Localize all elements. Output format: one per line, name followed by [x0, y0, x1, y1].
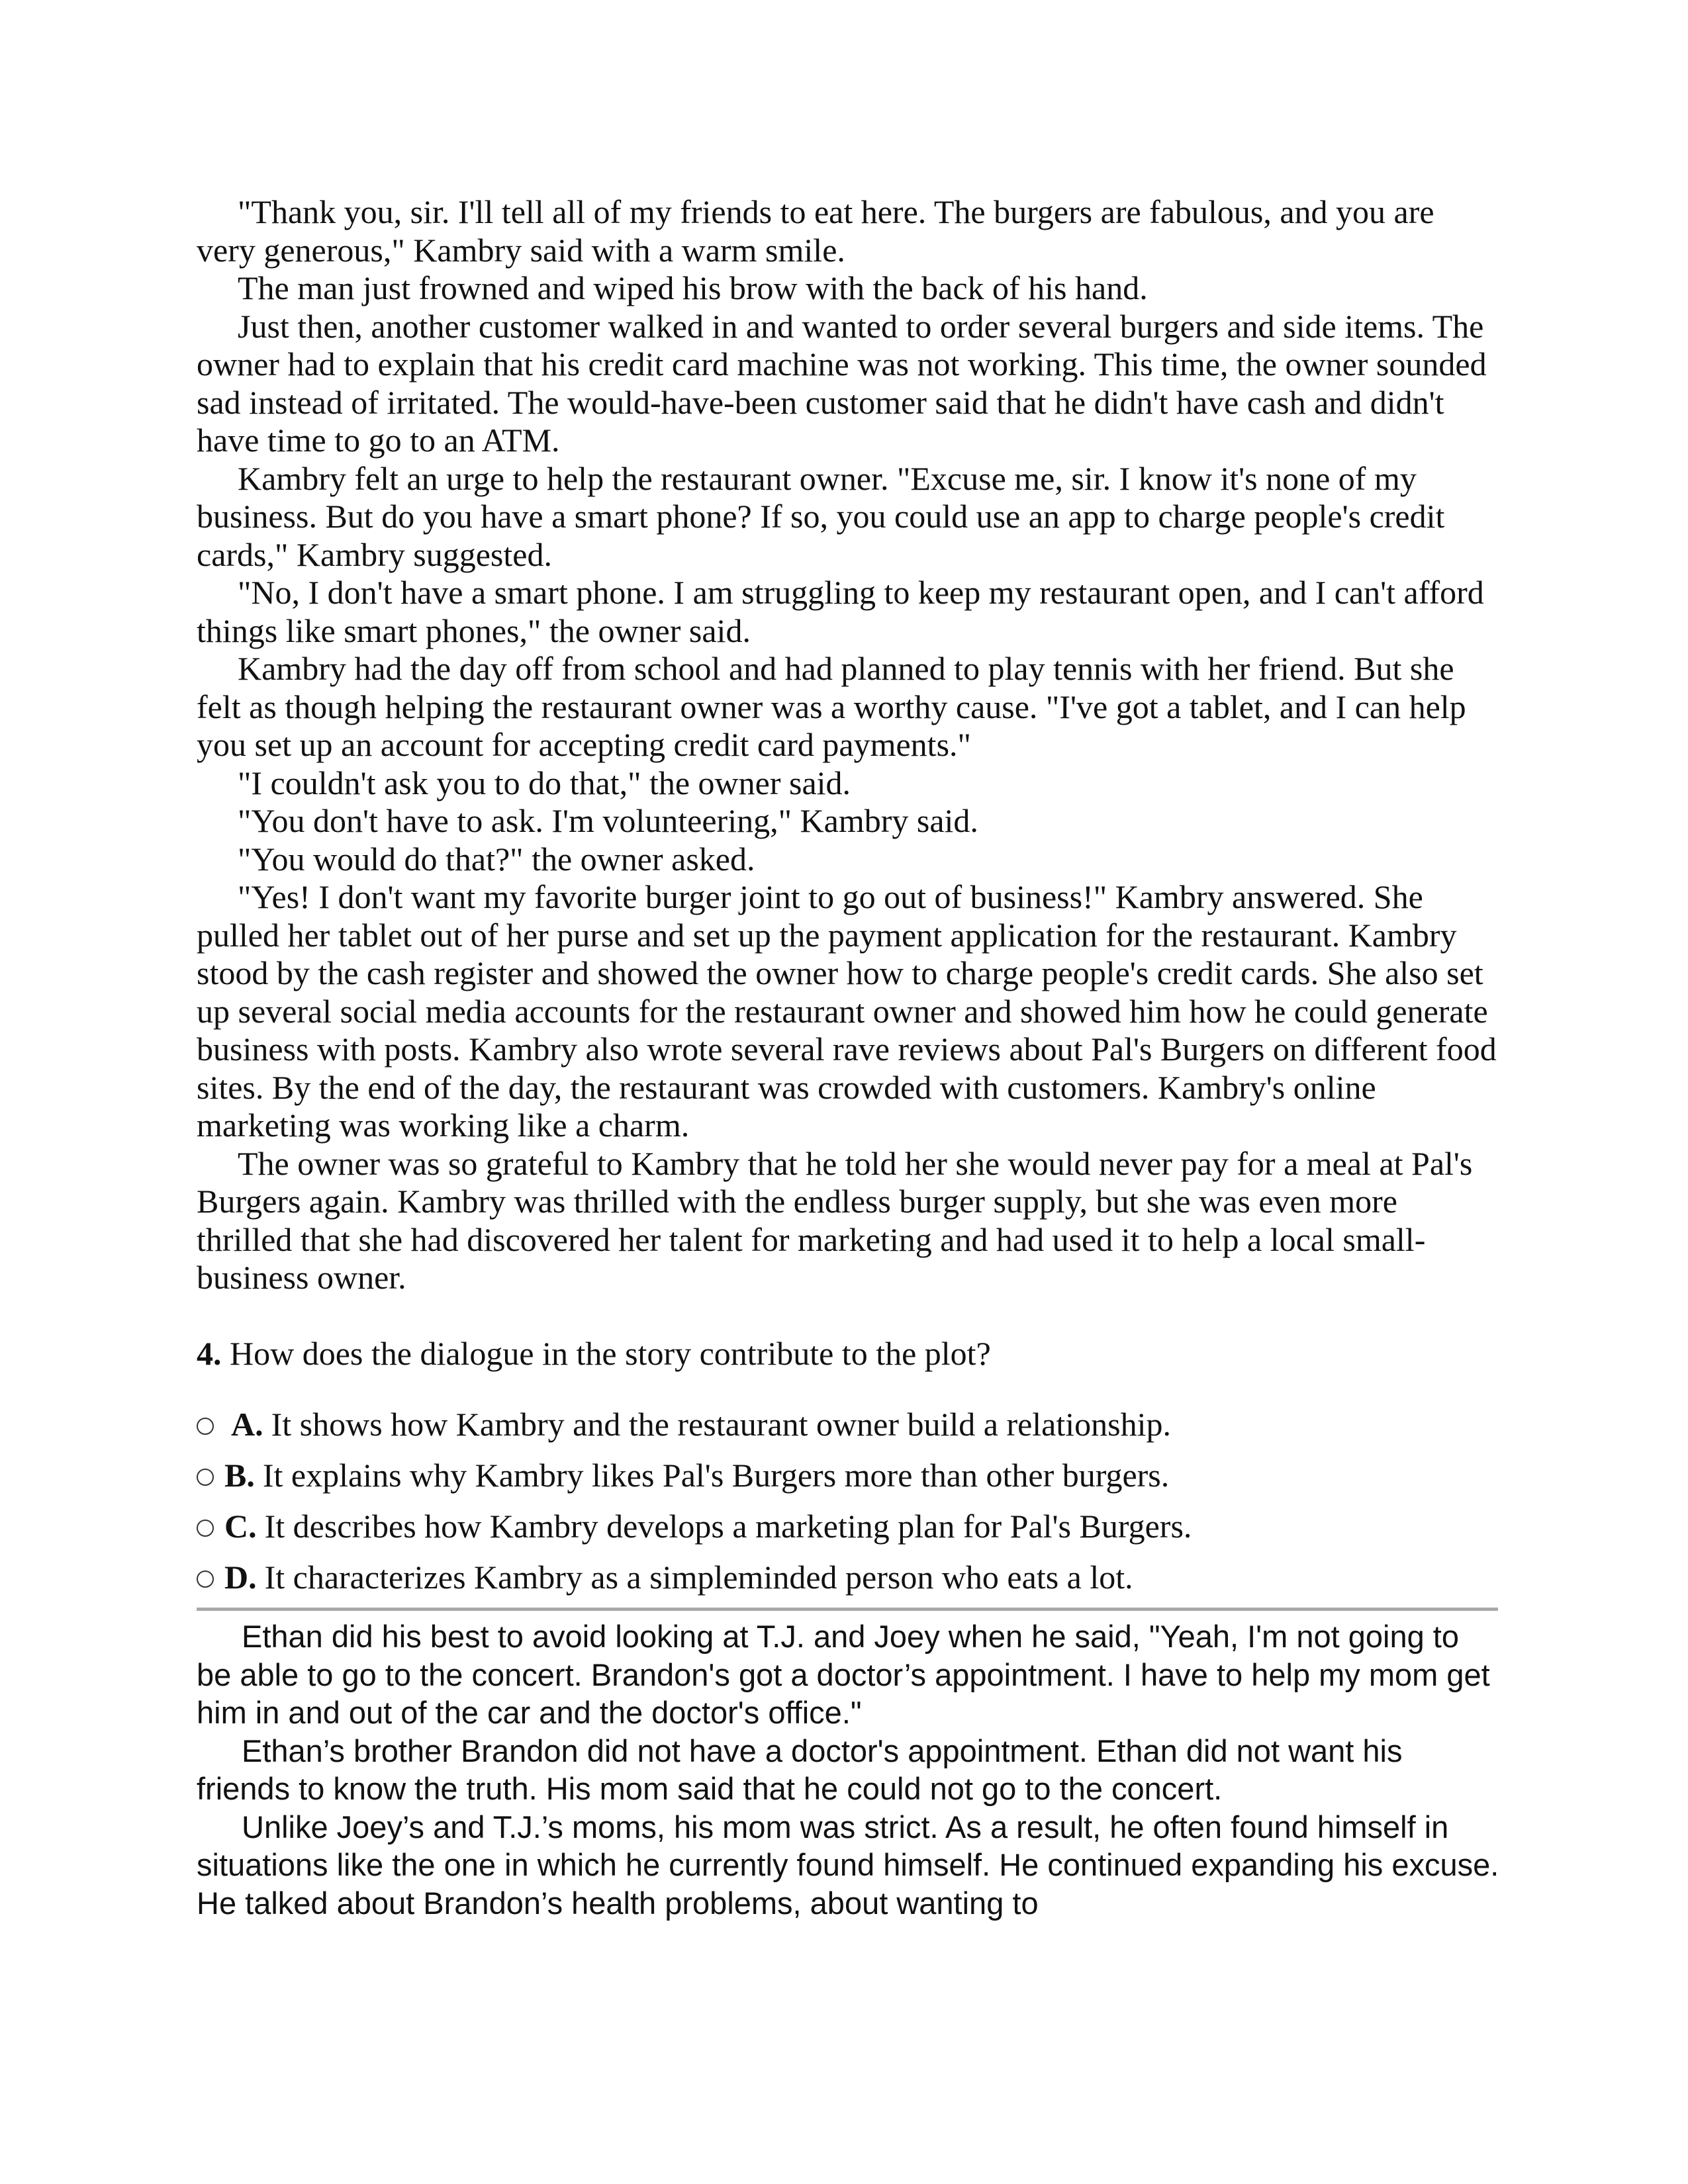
radio-button-icon[interactable]: [197, 1469, 214, 1486]
question-number: 4.: [197, 1334, 222, 1372]
choice-letter: C.: [224, 1508, 257, 1545]
choice-d[interactable]: [197, 1559, 1501, 1610]
choice-text: It describes how Kambry develops a marketing plan for Pal's Burgers.: [264, 1508, 1192, 1545]
choice-b[interactable]: [197, 1457, 1501, 1508]
choice-letter: A.: [231, 1406, 263, 1443]
radio-button-icon[interactable]: [197, 1418, 214, 1435]
choice-text: It explains why Kambry likes Pal's Burgers more than other burgers.: [262, 1457, 1170, 1494]
choice-text: It characterizes Kambry as a simpleminded person who eats a lot.: [264, 1559, 1133, 1596]
answer-choices: [197, 1406, 1501, 1610]
story-paragraph: Kambry felt an urge to help the restaurant owner. "Excuse me, sir. I know it's none of my business. But do you have a smart phone? If so, you could use an app to charge people's credit cards," Kambry suggested.: [197, 459, 1445, 573]
story-paragraph: The owner was so grateful to Kambry that he told her she would never pay for a meal at Pal's Burgers again. Kambry was thrilled with the endless burger supply, but she was even more thrilled that she had discovered her talent for marketing and had used it to help a local small-business owner.: [197, 1144, 1473, 1296]
question-4: [197, 1335, 1501, 1373]
story-paragraph: Just then, another customer walked in and wanted to order several burgers and side items. The owner had to explain that his credit card machine was not working. This time, the owner sounded sad instead of irritated. The would-have-been customer said that he didn't have cash and didn't have time to go to an ATM.: [197, 307, 1487, 459]
radio-button-icon[interactable]: [197, 1520, 214, 1537]
story-paragraph: "Yes! I don't want my favorite burger joint to go out of business!" Kambry answered. She pulled her tablet out of her purse and set up the payment application for the restaurant. Kambry stood by the cash register and showed the owner how to charge people's credit cards. She also set up several social media accounts for the restaurant owner and showed him how he could generate business with posts. Kambry also wrote several rave reviews about Pal's Burgers on different food sites. By the end of the day, the restaurant was crowded with customers. Kambry's online marketing was working like a charm.: [197, 878, 1497, 1144]
choice-a[interactable]: [197, 1406, 1501, 1457]
story-paragraph: The man just frowned and wiped his brow with the back of his hand.: [238, 269, 1148, 306]
choice-letter: D.: [224, 1559, 257, 1596]
story-passage: [197, 193, 1501, 1297]
second-passage: [197, 1617, 1501, 1922]
story-paragraph: Ethan did his best to avoid looking at T.J. and Joey when he said, "Yeah, I'm not going to be able to go to the concert. Brandon's got a doctor’s appointment. I have to help my mom get him in and out of the car and the doctor's office.": [197, 1619, 1490, 1730]
section-divider: [197, 1608, 1498, 1611]
story-paragraph: "No, I don't have a smart phone. I am struggling to keep my restaurant open, and I can't afford things like smart phones," the owner said.: [197, 574, 1484, 649]
choice-text: It shows how Kambry and the restaurant owner build a relationship.: [271, 1406, 1172, 1443]
story-paragraph: "I couldn't ask you to do that," the owner said.: [238, 764, 851, 801]
radio-button-icon[interactable]: [197, 1570, 214, 1588]
document-page: [197, 193, 1501, 1922]
story-paragraph: Ethan’s brother Brandon did not have a doctor's appointment. Ethan did not want his friends to know the truth. His mom said that he could not go to the concert.: [197, 1733, 1403, 1806]
choice-letter: B.: [224, 1457, 255, 1494]
story-paragraph: Unlike Joey’s and T.J.’s moms, his mom was strict. As a result, he often found himself in situations like the one in which he currently found himself. He continued expanding his excuse. He talked about Brandon’s health problems, about wanting to: [197, 1809, 1499, 1921]
story-paragraph: "You would do that?" the owner asked.: [238, 840, 755, 878]
story-paragraph: "You don't have to ask. I'm volunteering," Kambry said.: [238, 802, 978, 839]
question-text: How does the dialogue in the story contribute to the plot?: [230, 1334, 991, 1372]
story-paragraph: "Thank you, sir. I'll tell all of my friends to eat here. The burgers are fabulous, and you are very generous," Kambry said with a warm smile.: [197, 193, 1434, 269]
choice-c[interactable]: [197, 1508, 1501, 1559]
story-paragraph: Kambry had the day off from school and had planned to play tennis with her friend. But she felt as though helping the restaurant owner was a worthy cause. "I've got a tablet, and I can help you set up an account for accepting credit card payments.": [197, 650, 1466, 763]
